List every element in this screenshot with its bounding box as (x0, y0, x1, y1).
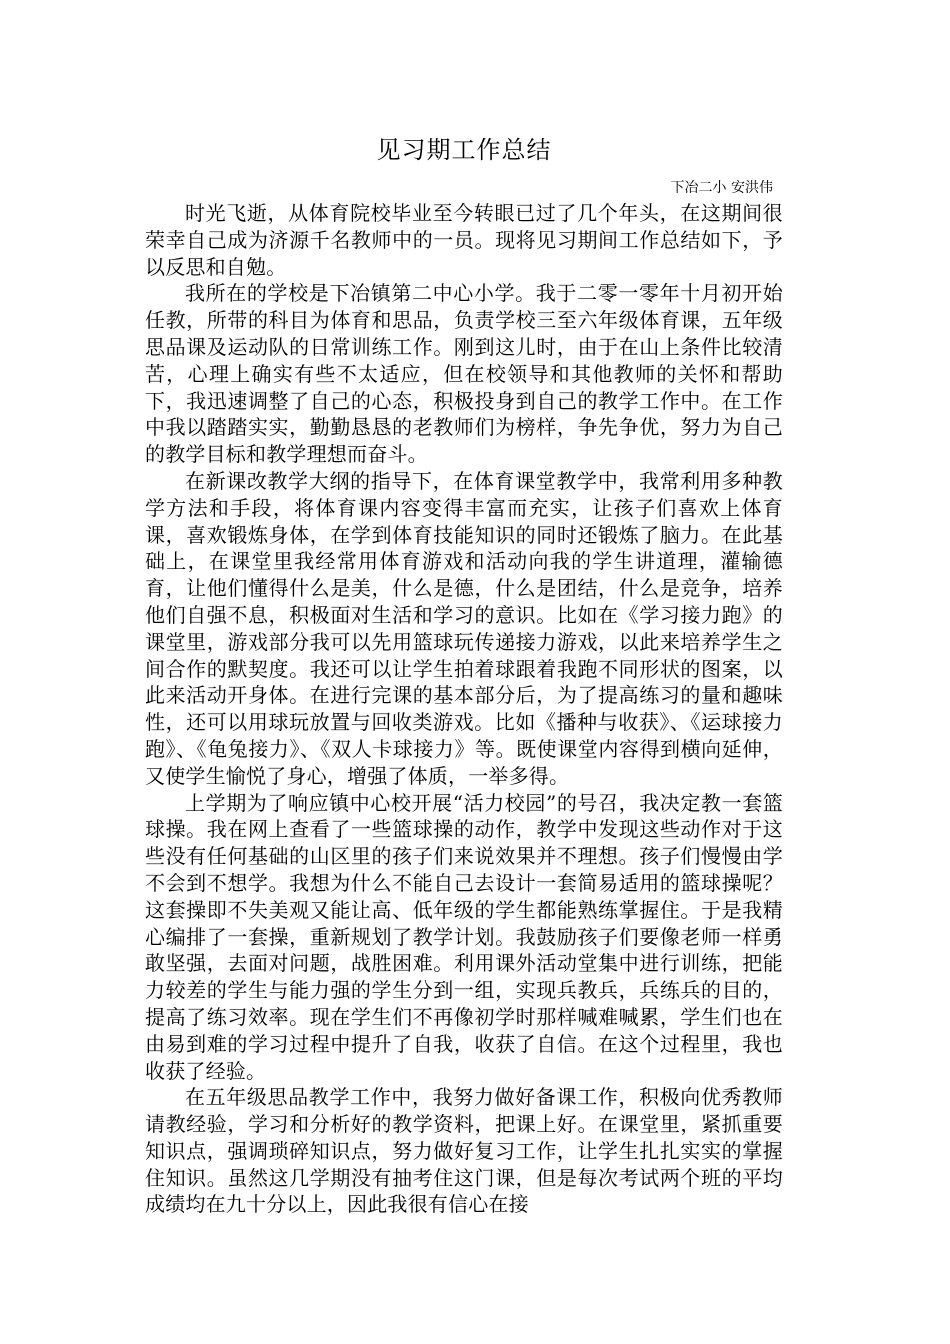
document-body (145, 200, 783, 1218)
paragraph-intro: 时光飞逝，从体育院校毕业至今转眼已过了几个年头，在这期间很荣幸自己成为济源千名教师中的一员。现将见习期间工作总结如下，予以反思和自勉。 (145, 201, 783, 279)
paragraph-basketball-exercise: 上学期为了响应镇中心校开展“活力校园”的号召，我决定教一套篮球操。我在网上查看了一些篮球操的动作，教学中发现这些动作对于这些没有任何基础的山区里的孩子们来说效果并不理想。孩子们慢慢由学不会到不想学。我想为什么不能自己去设计一套简易适用的篮球操呢？这套操即不失美观又能让高、低年级的学生都能熟练掌握住。于是我精心编排了一套操，重新规划了教学计划。我鼓励孩子们要像老师一样勇敢坚强，去面对问题，战胜困难。利用课外活动堂集中进行训练，把能力较差的学生与能力强的学生分到一组，实现兵教兵，兵练兵的目的，提高了练习效率。现在学生们不再像初学时那样喊难喊累，学生们也在由易到难的学习过程中提升了自我，收获了自信。在这个过程里，我也收获了经验。 (145, 790, 783, 1083)
document-author: 下冶二小 安洪伟 (670, 180, 773, 196)
paragraph-pe-teaching: 在新课改教学大纲的指导下，在体育课堂教学中，我常利用多种教学方法和手段，将体育课内容变得丰富而充实，让孩子们喜欢上体育课，喜欢锻炼身体，在学到体育技能知识的同时还锻炼了脑力。在此基础上，在课堂里我经常用体育游戏和活动向我的学生讲道理，灌输德育，让他们懂得什么是美，什么是德，什么是团结，什么是竞争，培养他们自强不息，积极面对生活和学习的意识。比如在《学习接力跑》的课堂里，游戏部分我可以先用篮球玩传递接力游戏，以此来培养学生之间合作的默契度。我还可以让学生拍着球跟着我跑不同形状的图案，以此来活动开身体。在进行完课的基本部分后，为了提高练习的量和趣味性，还可以用球玩放置与回收类游戏。比如《播种与收获》、《运球接力跑》、《龟兔接力》、《双人卡球接力》等。既使课堂内容得到横向延伸，又使学生愉悦了身心，增强了体质，一举多得。 (145, 468, 783, 788)
document-title: 见习期工作总结 (376, 136, 552, 164)
paragraph-moral-education: 在五年级思品教学工作中，我努力做好备课工作，积极向优秀教师请教经验，学习和分析好的教学资料，把课上好。在课堂里，紧抓重要知识点，强调琐碎知识点，努力做好复习工作，让学生扎扎实实的掌握住知识。虽然这几学期没有抽考住这门课，但是每次考试两个班的平均成绩均在九十分以上，因此我很有信心在接 (145, 1085, 783, 1217)
document-page (145, 132, 783, 1218)
paragraph-school: 我所在的学校是下冶镇第二中心小学。我于二零一零年十月初开始任教，所带的科目为体育和思品，负责学校三至六年级体育课，五年级思品课及运动队的日常训练工作。刚到这儿时，由于在山上条件比较清苦，心理上确实有些不太适应，但在校领导和其他教师的关怀和帮助下，我迅速调整了自己的心态，积极投身到自己的教学工作中。在工作中我以踏踏实实，勤勤恳恳的老教师们为榜样，争先争优，努力为自己的教学目标和教学理想而奋斗。 (145, 281, 783, 467)
